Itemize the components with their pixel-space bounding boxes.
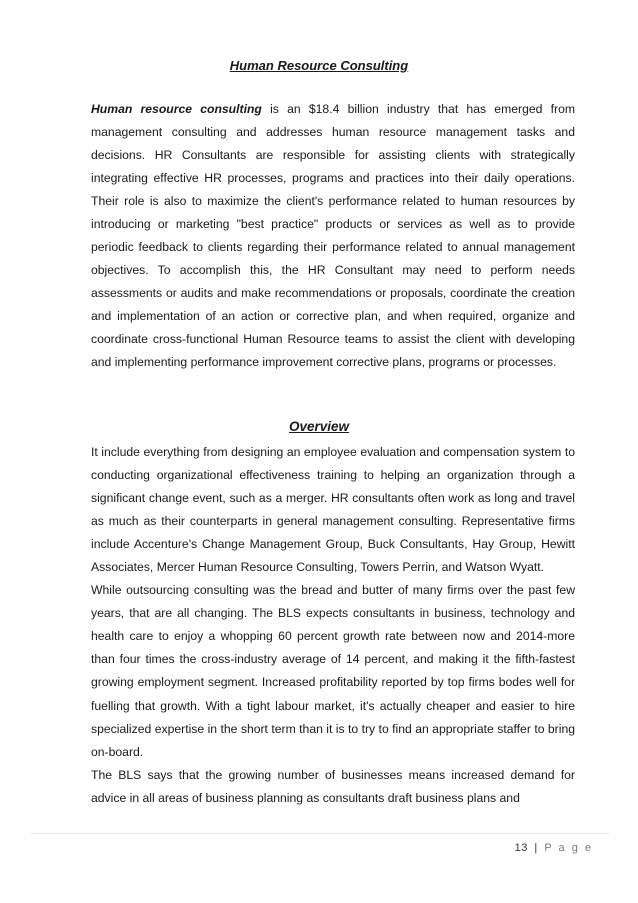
overview-paragraph: While outsourcing consulting was the bread and butter of many firms over the past few years, that are all changing. The BLS expects consultants in business, technology and health care to enjoy a whopping 60 percent growth rate between now and 2014-more than four times the cross-industry average of 14 percent, and making it the fifth-fastest growing employment segment. Increased profitability reported by top firms bodes well for fuelling that growth. With a tight labour market, it's actually cheaper and easier to hire specialized expertise in the short term than it is to try to find an appropriate staffer to bring on-board. [91,583,575,759]
intro-lead-term: Human resource consulting [91,102,262,116]
overview-paragraph: It include everything from designing an employee evaluation and compensation system to conducting organizational effectiveness training to helping an organization through a significant change event, such as a merger. HR consultants often work as long and travel as much as their counterparts in general management consulting. Representative firms include Accenture's Change Management Group, Buck Consultants, Hay Group, Hewitt Associates, Mercer Human Resource Consulting, Towers Perrin, and Watson Wyatt. [91,445,575,575]
page-footer [515,842,593,854]
footer-separator: | [534,842,538,854]
footer-divider [30,833,610,834]
intro-paragraph [91,98,575,374]
overview-paragraph: The BLS says that the growing number of businesses means increased demand for advice in all areas of business planning as consultants draft business plans and [91,767,575,805]
page-number: 13 [514,842,528,854]
page-label: P a g e [544,842,593,854]
document-title: Human Resource Consulting [229,58,409,73]
intro-text: is an $18.4 billion industry that has emerged from management consulting and addresses human resource management tasks and decisions. HR Consultants are responsible for assisting clients with strategically integrating effective HR processes, programs and practices into their daily operations. Their role is also to maximize the client's performance related to human resources by introducing or marketing "best practice" products or services as well as to provide periodic feedback to clients regarding their performance related to annual management objectives. To accomplish this, the HR Consultant may need to perform needs assessments or audits and make recommendations or proposals, coordinate the creation and implementation of an action or corrective plan, and when required, organize and coordinate cross-functional Human Resource teams to assist the client with developing and implementing performance improvement corrective plans, programs or processes. [91,102,576,369]
overview-body [91,441,575,810]
overview-heading: Overview [288,419,350,434]
